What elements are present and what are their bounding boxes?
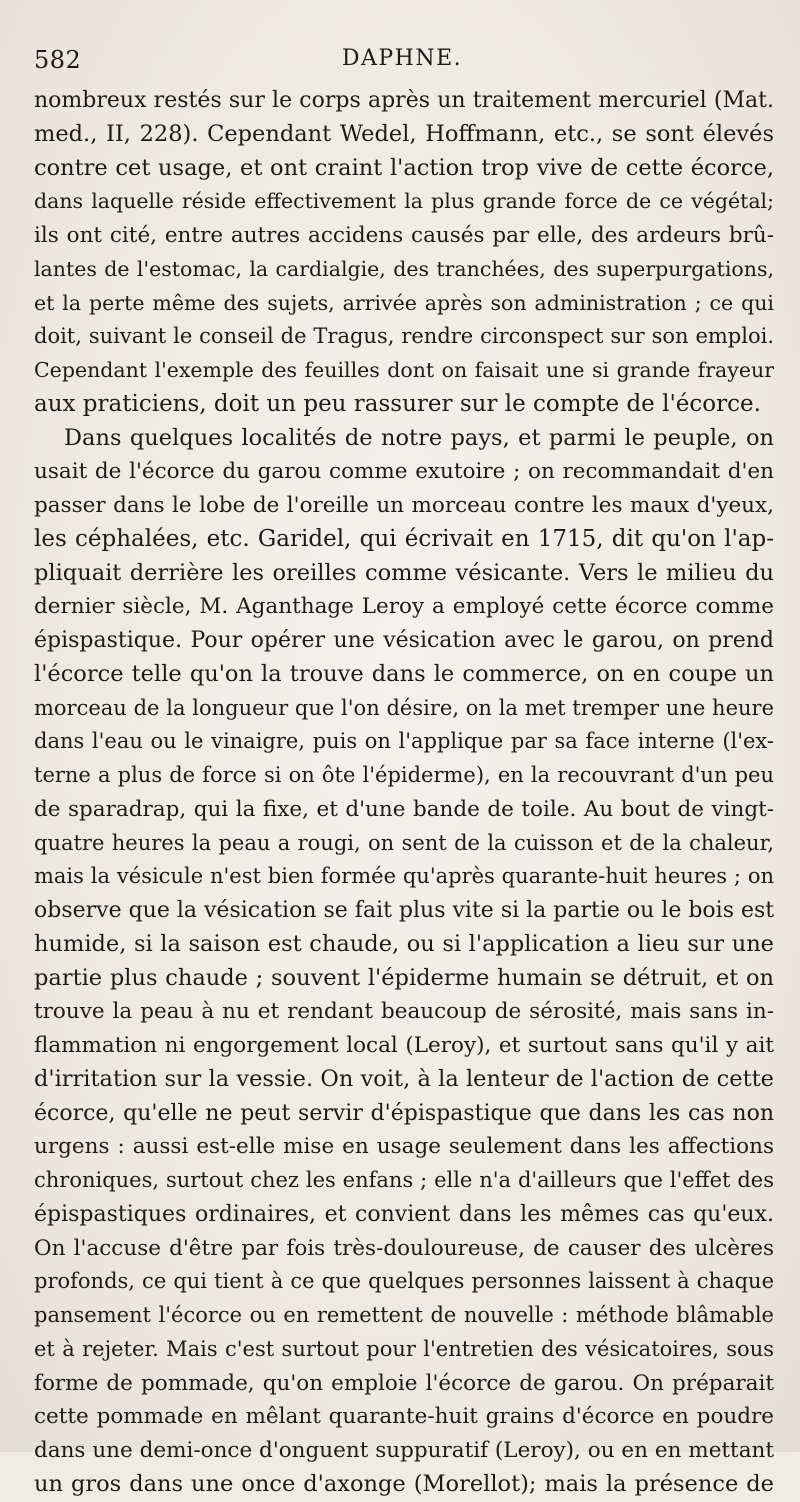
text-line: Cependant l'exemple des feuilles dont on faisait une si grande frayeur [34,358,774,382]
text-line: flammation ni engorgement local (Leroy), et surtout sans qu'il y ait [34,1033,774,1058]
text-line: les céphalées, etc. Garidel, qui écrivait en 1715, dit qu'on l'ap- [34,525,774,552]
text-line: nombreux restés sur le corps après un traitement mercuriel (Mat. [34,88,774,113]
body-text [34,84,774,1502]
text-line: épispastiques ordinaires, et convient dans les mêmes cas qu'eux. [34,1201,774,1227]
page-number: 582 [34,46,82,74]
text-line: dernier siècle, M. Aganthage Leroy a employé cette écorce comme [34,594,774,620]
text-line: mais la vésicule n'est bien formée qu'après quarante-huit heures ; on [34,864,774,889]
text-line: dans l'eau ou le vinaigre, puis on l'applique par sa face interne (l'ex- [34,729,774,754]
text-line: épispastique. Pour opérer une vésication avec le garou, on prend [34,628,774,653]
text-line: humide, si la saison est chaude, ou si l'application a lieu sur une [34,930,774,957]
text-line: trouve la peau à nu et rendant beaucoup de sérosité, mais sans in- [34,999,774,1025]
text-line: profonds, ce qui tient à ce que quelques personnes laissent à chaque [34,1269,774,1294]
text-line: lantes de l'estomac, la cardialgie, des tranchées, des superpurgations, [34,256,774,281]
text-line: On l'accuse d'être par fois très-douloureuse, de causer des ulcères [34,1235,774,1261]
text-line: un gros dans une once d'axonge (Morellot); mais la présence de [34,1470,774,1497]
text-line: morceau de la longueur que l'on désire, on la met tremper une heure [34,695,774,720]
text-line: pliquait derrière les oreilles comme vésicante. Vers le milieu du [34,559,774,586]
text-line: forme de pommade, qu'on emploie l'écorce de garou. On préparait [34,1370,774,1396]
text-line: doit, suivant le conseil de Tragus, rendre circonspect sur son emploi. [34,324,774,349]
text-line: observe que la vésication se fait plus vite si la partie ou le bois est [34,898,774,923]
text-line: quatre heures la peau a rougi, on sent de la cuisson et de la chaleur, [34,830,774,855]
text-line: contre cet usage, et ont craint l'action trop vive de cette écorce, [34,154,774,181]
text-line: ils ont cité, entre autres accidens causés par elle, des ardeurs brû- [34,223,774,248]
text-line: terne a plus de force si on ôte l'épiderme), en la recouvrant d'un peu [34,763,774,787]
text-line: chroniques, surtout chez les enfans ; elle n'a d'ailleurs que l'effet des [34,1168,774,1192]
text-line: Dans quelques localités de notre pays, et parmi le peuple, on [64,424,774,451]
text-line: partie plus chaude ; souvent l'épiderme humain se détruit, et on [34,964,774,991]
page-header [34,46,770,82]
running-title: DAPHNE. [341,46,463,71]
text-line: d'irritation sur la vessie. On voit, à la lenteur de l'action de cette [34,1065,774,1092]
text-line: écorce, qu'elle ne peut servir d'épispastique que dans les cas non [34,1100,774,1126]
text-line: urgens : aussi est-elle mise en usage seulement dans les affections [34,1134,774,1160]
text-line: usait de l'écorce du garou comme exutoire ; on recommandait d'en [34,459,774,485]
text-line: cette pommade en mêlant quarante-huit grains d'écorce en poudre [34,1404,774,1430]
text-line: et à rejeter. Mais c'est surtout pour l'entretien des vésicatoires, sous [34,1336,774,1361]
text-line: l'écorce telle qu'on la trouve dans le commerce, on en coupe un [34,660,774,687]
text-line: pansement l'écorce ou en remettent de nouvelle : méthode blâmable [34,1303,774,1327]
text-line: dans laquelle réside effectivement la plus grande force de ce végétal; [34,189,774,214]
text-line: dans une demi-once d'onguent suppuratif (Leroy), ou en en mettant [34,1438,774,1463]
text-line: aux praticiens, doit un peu rassurer sur le compte de l'écorce. [34,390,761,417]
text-line: med., II, 228). Cependant Wedel, Hoffmann, etc., se sont élevés [34,120,774,147]
text-line: et la perte même des sujets, arrivée après son administration ; ce qui [34,290,774,315]
text-line: passer dans le lobe de l'oreille un morceau contre les maux d'yeux, [34,493,774,518]
text-line: de sparadrap, qui la fixe, et d'une bande de toile. Au bout de vingt- [34,796,774,822]
